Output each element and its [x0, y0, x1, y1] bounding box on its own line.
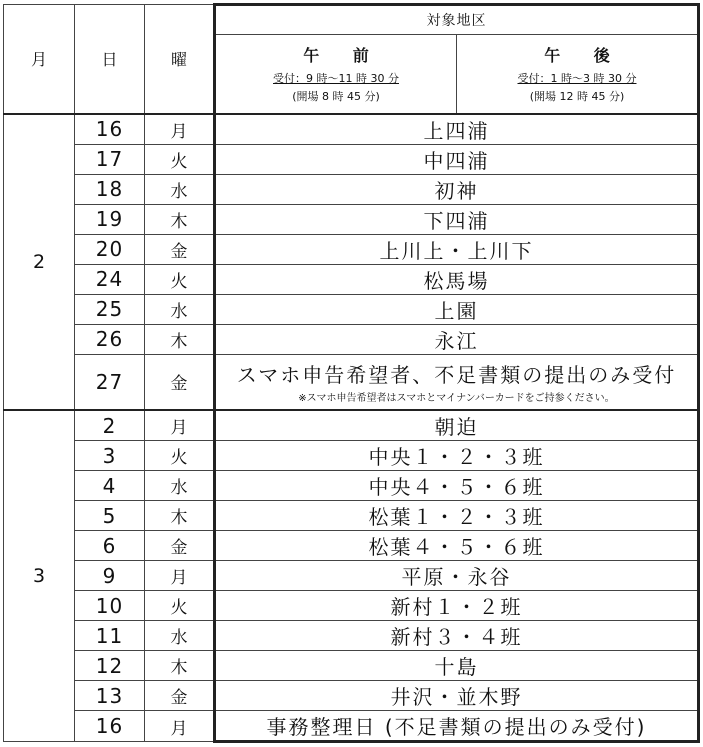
day-cell: 5 — [75, 501, 145, 531]
area-cell — [215, 711, 699, 742]
table-row — [4, 264, 699, 294]
day-cell: 2 — [75, 410, 145, 441]
area-label: 中央４・５・６班 — [368, 475, 545, 499]
area-label: 初神 — [434, 178, 479, 203]
area-cell — [215, 264, 699, 294]
area-cell — [215, 681, 699, 711]
area-label: 上川上・上川下 — [379, 238, 534, 263]
weekday-cell: 月 — [145, 410, 215, 441]
area-label: 松葉４・５・６班 — [368, 535, 545, 559]
area-cell — [215, 410, 699, 441]
table-row — [4, 561, 699, 591]
table-row — [4, 621, 699, 651]
area-label: 上園 — [434, 298, 479, 323]
area-label: 中四浦 — [423, 148, 490, 173]
day-cell: 11 — [75, 621, 145, 651]
table-row — [4, 591, 699, 621]
weekday-cell: 水 — [145, 174, 215, 204]
table-row — [4, 174, 699, 204]
area-label: 事務整理日 (不足書類の提出のみ受付) — [266, 715, 647, 739]
schedule-body — [4, 114, 699, 742]
month-header: 月 — [4, 5, 75, 114]
table-row — [4, 441, 699, 471]
afternoon-title: 午 後 — [544, 46, 624, 66]
area-cell — [215, 591, 699, 621]
weekday-cell: 木 — [145, 501, 215, 531]
weekday-cell: 火 — [145, 441, 215, 471]
weekday-cell: 火 — [145, 264, 215, 294]
morning-reception: 受付：9 時～11 時 30 分 — [273, 72, 399, 86]
area-cell — [215, 294, 699, 324]
area-cell — [215, 501, 699, 531]
area-label: 中央１・２・３班 — [368, 445, 545, 469]
area-label: 十島 — [434, 655, 479, 679]
weekday-cell: 月 — [145, 711, 215, 742]
area-cell — [215, 471, 699, 501]
table-row — [4, 681, 699, 711]
day-cell: 16 — [75, 711, 145, 742]
day-cell: 9 — [75, 561, 145, 591]
area-cell — [215, 144, 699, 174]
table-row — [4, 234, 699, 264]
afternoon-opening: (開場 12 時 45 分) — [529, 90, 625, 104]
area-cell — [215, 621, 699, 651]
area-label: 井沢・並木野 — [390, 685, 523, 709]
area-cell — [215, 324, 699, 354]
weekday-cell: 火 — [145, 591, 215, 621]
area-cell — [215, 561, 699, 591]
afternoon-reception: 受付：1 時～3 時 30 分 — [517, 72, 637, 86]
area-label: スマホ申告希望者、不足書類の提出のみ受付 — [236, 363, 677, 388]
table-row — [4, 410, 699, 441]
table-row — [4, 651, 699, 681]
day-cell: 24 — [75, 264, 145, 294]
area-cell — [215, 174, 699, 204]
weekday-cell: 木 — [145, 324, 215, 354]
day-cell: 4 — [75, 471, 145, 501]
day-cell: 17 — [75, 144, 145, 174]
area-label: 上四浦 — [423, 118, 490, 143]
table-row — [4, 531, 699, 561]
day-cell: 10 — [75, 591, 145, 621]
weekday-cell: 金 — [145, 681, 215, 711]
morning-opening: (開場 8 時 45 分) — [292, 90, 380, 104]
table-row — [4, 144, 699, 174]
month-cell: 3 — [4, 410, 75, 742]
afternoon-header — [457, 35, 699, 114]
weekday-cell: 金 — [145, 531, 215, 561]
table-row — [4, 354, 699, 410]
area-note: ※スマホ申告希望者はスマホとマイナンバーカードをご持参ください。 — [298, 393, 615, 405]
day-cell: 26 — [75, 324, 145, 354]
area-label: 朝迫 — [434, 415, 479, 439]
day-cell: 6 — [75, 531, 145, 561]
day-cell: 3 — [75, 441, 145, 471]
morning-title: 午 前 — [303, 46, 383, 66]
weekday-cell: 月 — [145, 114, 215, 145]
day-cell: 13 — [75, 681, 145, 711]
table-row — [4, 501, 699, 531]
table-row — [4, 204, 699, 234]
morning-header — [215, 35, 457, 114]
area-label: 平原・永谷 — [401, 565, 512, 589]
weekday-cell: 金 — [145, 234, 215, 264]
day-cell: 25 — [75, 294, 145, 324]
weekday-cell: 火 — [145, 144, 215, 174]
weekday-cell: 木 — [145, 204, 215, 234]
area-label: 松馬場 — [423, 268, 490, 293]
area-label: 新村３・４班 — [390, 625, 523, 649]
area-cell — [215, 651, 699, 681]
area-cell — [215, 354, 699, 410]
weekday-cell: 金 — [145, 354, 215, 410]
weekday-header: 曜 — [145, 5, 215, 114]
area-cell — [215, 204, 699, 234]
area-label: 下四浦 — [423, 208, 490, 233]
day-cell: 20 — [75, 234, 145, 264]
target-area-header: 対象地区 — [215, 5, 699, 35]
area-label: 松葉１・２・３班 — [368, 505, 545, 529]
weekday-cell: 水 — [145, 471, 215, 501]
schedule-table — [3, 3, 700, 743]
area-cell — [215, 531, 699, 561]
area-cell — [215, 234, 699, 264]
table-row — [4, 711, 699, 742]
table-row — [4, 294, 699, 324]
area-label: 永江 — [434, 328, 479, 353]
table-row — [4, 114, 699, 145]
day-cell: 18 — [75, 174, 145, 204]
month-cell: 2 — [4, 114, 75, 411]
weekday-cell: 水 — [145, 621, 215, 651]
weekday-cell: 月 — [145, 561, 215, 591]
area-label: 新村１・２班 — [390, 595, 523, 619]
day-header: 日 — [75, 5, 145, 114]
day-cell: 16 — [75, 114, 145, 145]
day-cell: 12 — [75, 651, 145, 681]
table-row — [4, 324, 699, 354]
table-row — [4, 471, 699, 501]
weekday-cell: 水 — [145, 294, 215, 324]
area-cell — [215, 441, 699, 471]
area-cell — [215, 114, 699, 145]
weekday-cell: 木 — [145, 651, 215, 681]
day-cell: 19 — [75, 204, 145, 234]
day-cell: 27 — [75, 354, 145, 410]
